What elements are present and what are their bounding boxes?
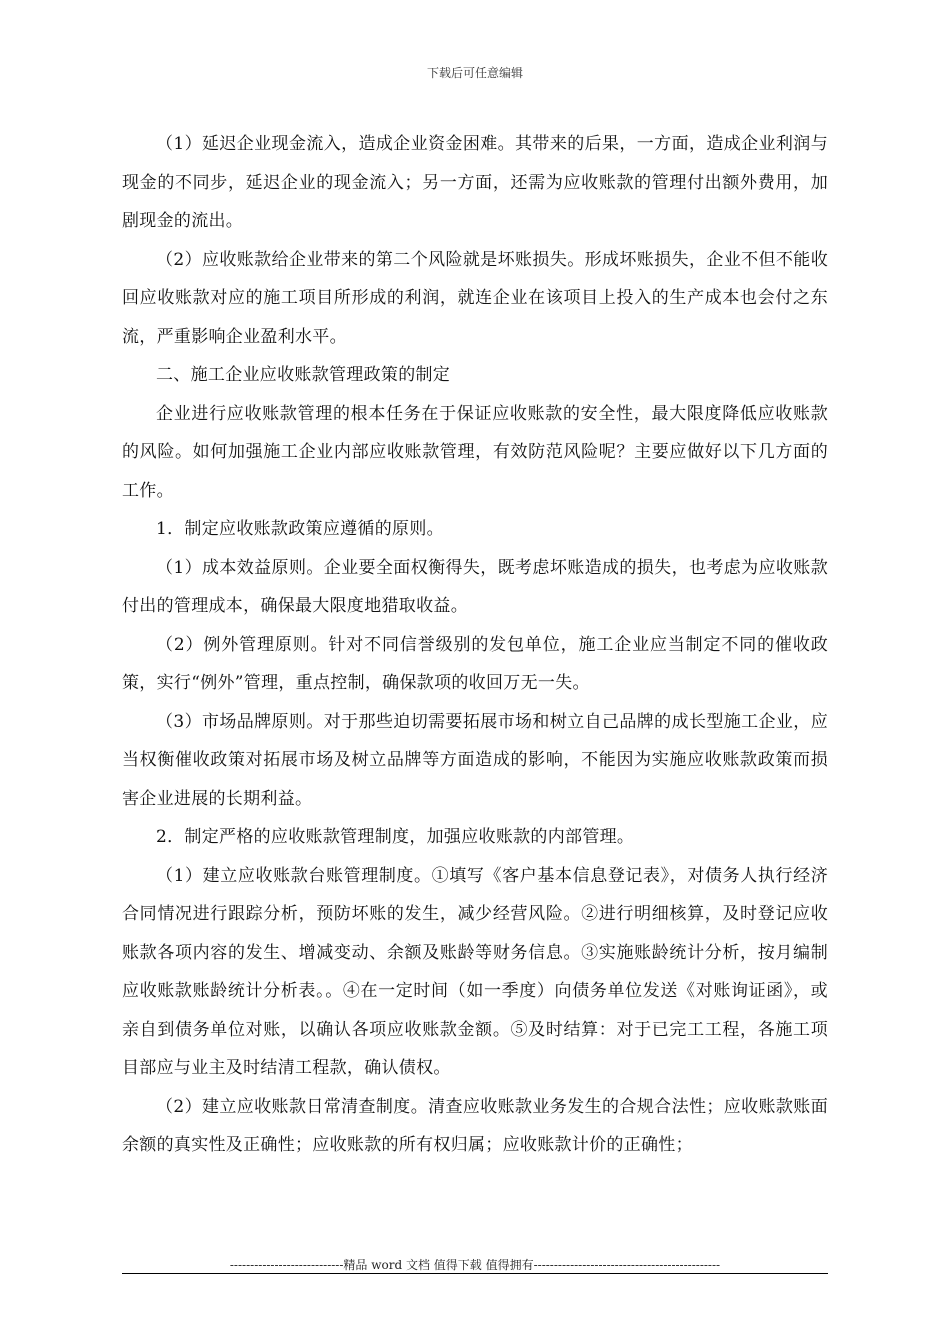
paragraph-intro: 企业进行应收账款管理的根本任务在于保证应收账款的安全性，最大限度降低应收账款的风险。如何加强施工企业内部应收账款管理，有效防范风险呢？主要应做好以下几方面的工作。	[122, 403, 828, 501]
paragraph-principle-1: （1）成本效益原则。企业要全面权衡得失，既考虑坏账造成的损失，也考虑为应收账款付出的管理成本，确保最大限度地猎取收益。	[122, 557, 828, 616]
subheading-management: 2．制定严格的应收账款管理制度，加强应收账款的内部管理。	[156, 827, 635, 847]
document-body	[122, 125, 828, 1165]
paragraph-principle-3: （3）市场品牌原则。对于那些迫切需要拓展市场和树立自己品牌的成长型施工企业，应当权衡催收政策对拓展市场及树立品牌等方面造成的影响，不能因为实施应收账款政策而损害企业进展的长期利益。	[122, 711, 828, 809]
subheading-principles: 1．制定应收账款政策应遵循的原则。	[156, 519, 444, 539]
paragraph-ledger-system: （1）建立应收账款台账管理制度。①填写《客户基本信息登记表》，对债务人执行经济合同情况进行跟踪分析，预防坏账的发生，减少经营风险。②进行明细核算，及时登记应收账款各项内容的发生、增减变动、余额及账龄等财务信息。③实施账龄统计分析，按月编制应收账款账龄统计分析表。。④在一定时间（如一季度）向债务单位发送《对账询证函》，或亲自到债务单位对账，以确认各项应收账款金额。⑤及时结算：对于已完工工程，各施工项目部应与业主及时结清工程款，确认债权。	[122, 865, 828, 1078]
page-header: 下载后可任意编辑	[426, 66, 523, 80]
paragraph-principle-2: （2）例外管理原则。针对不同信誉级别的发包单位，施工企业应当制定不同的催收政策，实行“例外”管理，重点控制，确保款项的收回万无一失。	[122, 634, 828, 693]
paragraph-risk-1: （1）延迟企业现金流入，造成企业资金困难。其带来的后果，一方面，造成企业利润与现金的不同步，延迟企业的现金流入；另一方面，还需为应收账款的管理付出额外费用，加剧现金的流出。	[122, 134, 828, 231]
paragraph-clearing-system: （2）建立应收账款日常清查制度。清查应收账款业务发生的合规合法性；应收账款账面余额的真实性及正确性；应收账款的所有权归属；应收账款计价的正确性；	[122, 1096, 828, 1155]
paragraph-risk-2: （2）应收账款给企业带来的第二个风险就是坏账损失。形成坏账损失，企业不但不能收回应收账款对应的施工项目所形成的利润，就连企业在该项目上投入的生产成本也会付之东流，严重影响企业盈利水平。	[122, 249, 828, 347]
footer-rule	[122, 1273, 828, 1274]
page-footer: ----------------------------精品 word 文档 值得下载 值得拥有----------------------------------------------	[229, 1258, 721, 1272]
section-heading-2: 二、施工企业应收账款管理政策的制定	[156, 365, 451, 385]
